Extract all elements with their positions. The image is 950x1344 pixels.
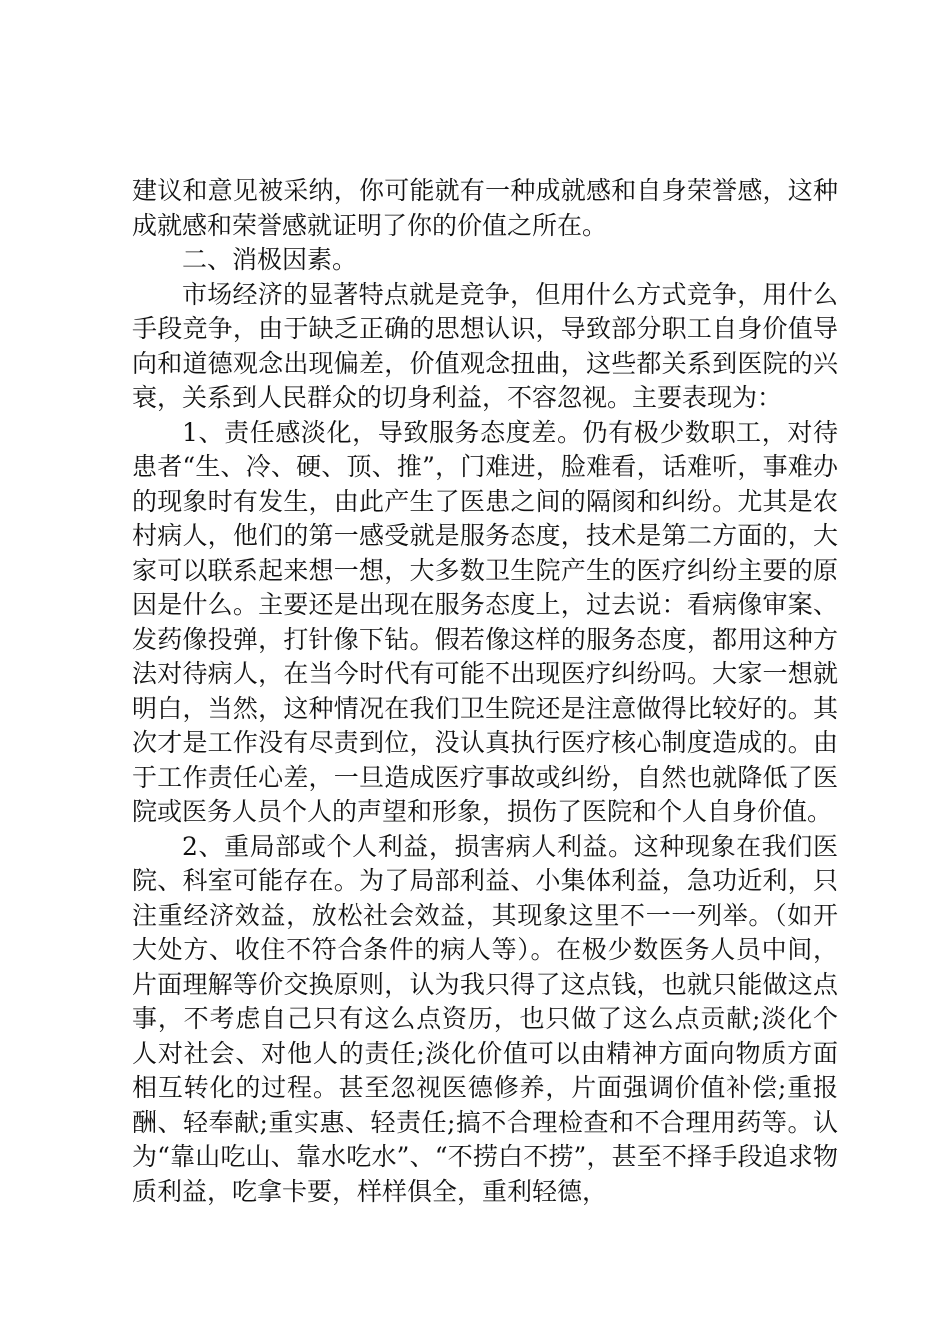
paragraph-item-1: 1、责任感淡化，导致服务态度差。仍有极少数职工，对待患者“生、冷、硬、顶、推”，门难进，脸难看，话难听，事难办的现象时有发生，由此产生了医患之间的隔阂和纠纷。尤其是农村病人，他们的第一感受就是服务态度，技术是第二方面的，大家可以联系起来想一想，大多数卫生院产生的医疗纠纷主要的原因是什么。主要还是出现在服务态度上，过去说：看病像审案、发药像投弹，打针像下钻。假若像这样的服务态度，都用这种方法对待病人，在当今时代有可能不出现医疗纠纷吗。大家一想就明白，当然，这种情况在我们卫生院还是注意做得比较好的。其次才是工作没有尽责到位，没认真执行医疗核心制度造成的。由于工作责任心差，一旦造成医疗事故或纠纷，自然也就降低了医院或医务人员个人的声望和形象，损伤了医院和个人自身价值。 [132, 417, 838, 826]
document-body [132, 174, 838, 1209]
paragraph-item-2: 2、重局部或个人利益，损害病人利益。这种现象在我们医院、科室可能存在。为了局部利益、小集体利益，急功近利，只注重经济效益，放松社会效益，其现象这里不一一列举。（如开大处方、收住不符合条件的病人等）。在极少数医务人员中间，片面理解等价交换原则，认为我只得了这点钱，也就只能做这点事，不考虑自己只有这么点资历，也只做了这么点贡献;淡化个人对社会、对他人的责任;淡化价值可以由精神方面向物质方面相互转化的过程。甚至忽视医德修养，片面强调价值补偿;重报酬、轻奉献;重实惠、轻责任;搞不合理检查和不合理用药等。认为“靠山吃山、靠水吃水”、“不捞白不捞”，甚至不择手段追求物质利益，吃拿卡要，样样俱全，重利轻德， [132, 831, 838, 1206]
paragraph-market-economy: 市场经济的显著特点就是竞争，但用什么方式竞争，用什么手段竞争，由于缺乏正确的思想认识，导致部分职工自身价值导向和道德观念出现偏差，价值观念扭曲，这些都关系到医院的兴衰，关系到人民群众的切身利益，不容忽视。主要表现为： [132, 279, 838, 412]
paragraph-continuation: 建议和意见被采纳，你可能就有一种成就感和自身荣誉感，这种成就感和荣誉感就证明了你的价值之所在。 [132, 176, 838, 240]
section-heading-negative-factors: 二、消极因素。 [182, 245, 358, 274]
